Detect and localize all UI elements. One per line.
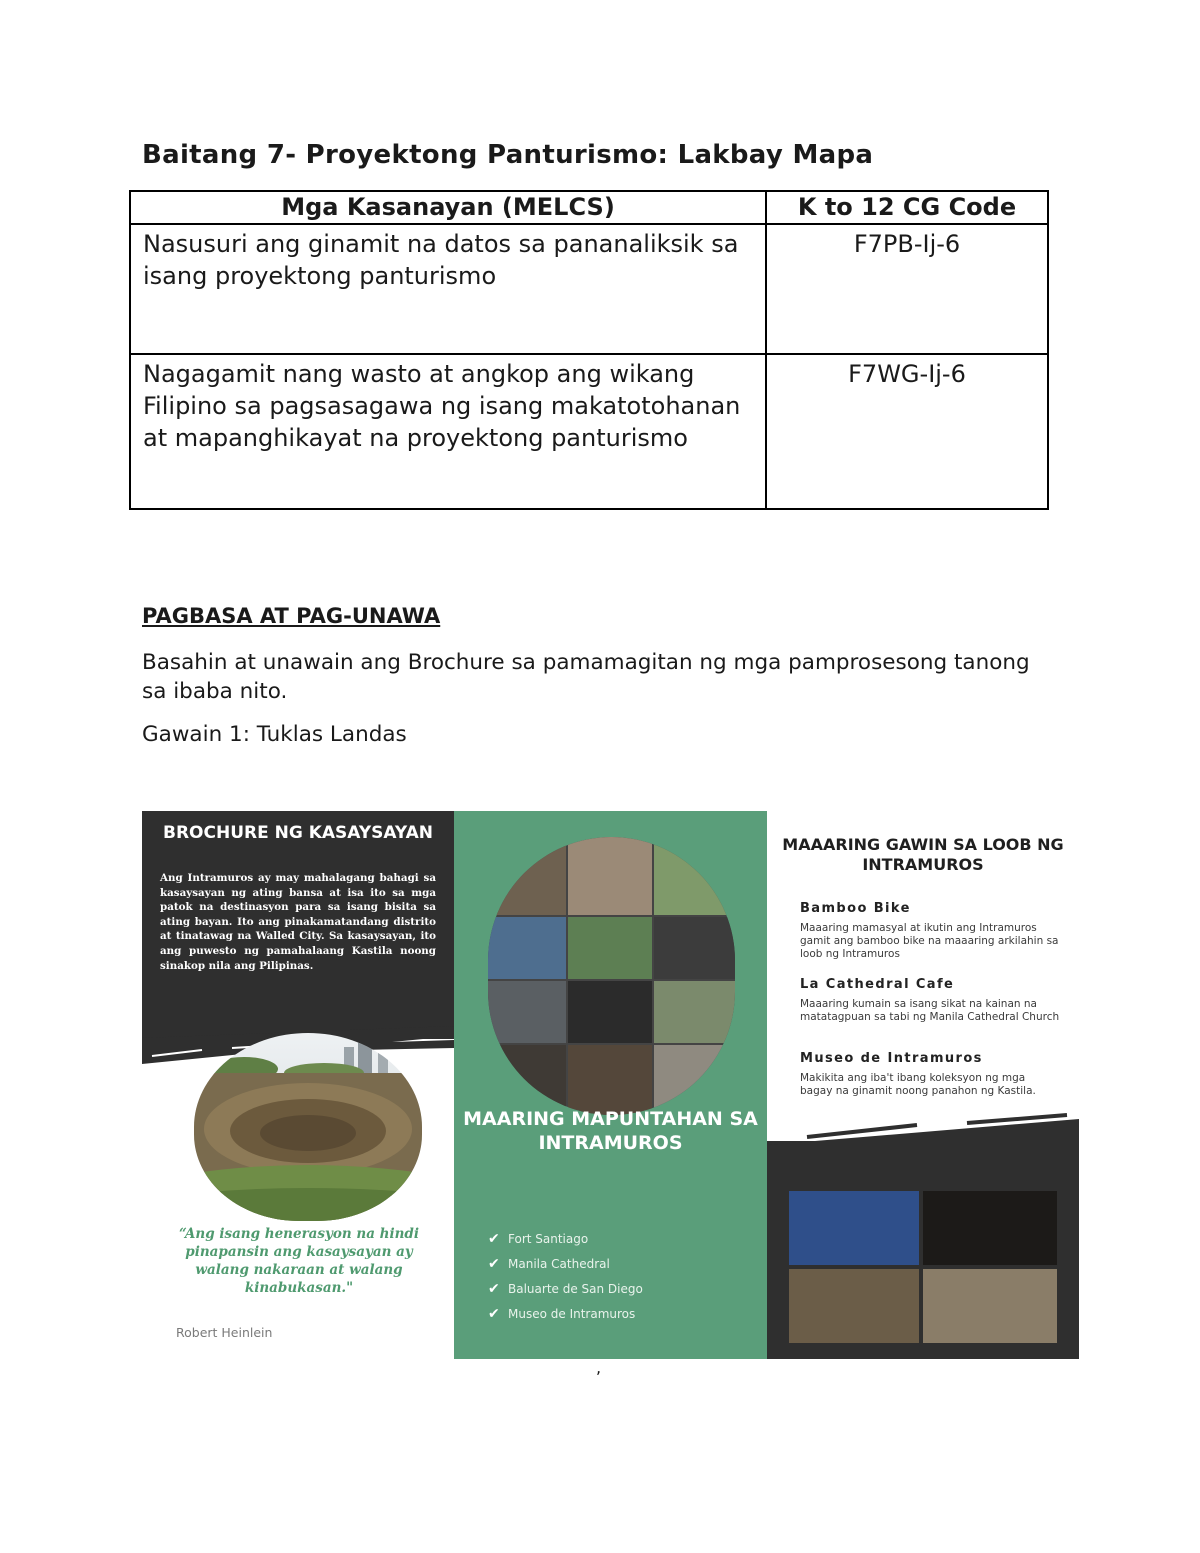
activity-item <box>800 977 1060 1024</box>
brochure-history-body: Ang Intramuros ay may mahalagang bahagi sa kasaysayan ng ating bansa at isa ito sa mga patok na destinasyon para sa isang bisita sa ating bayan. Ito ang pinakamatandang distrito at tinatawag na Walled City. Sa kasaysayan, ito ang puwesto ng pamahalaang Kastila noong sinakop nila ang Pilipinas. <box>160 872 436 972</box>
collage-photo <box>488 917 566 979</box>
instruction-text: Basahin at unawain ang Brochure sa pamamagitan ng mga pamprosesong tanong sa ibaba nito. <box>142 650 1030 704</box>
museum-photo <box>789 1191 919 1265</box>
collage-photo <box>654 837 735 915</box>
bamboo-bike-photo <box>789 1269 919 1343</box>
collage-photo <box>568 837 652 915</box>
check-icon: ✔ <box>488 1306 500 1322</box>
activity-label: Gawain 1: Tuklas Landas <box>142 722 407 747</box>
list-item <box>488 1256 748 1281</box>
brochure-middle-panel <box>454 811 767 1359</box>
activities-heading: MAAARING GAWIN SA LOOB NG INTRAMUROS <box>782 835 1064 874</box>
collage-photo <box>568 981 652 1043</box>
bamboo-bike-photo <box>923 1269 1057 1343</box>
skill-cell: Nagagamit nang wasto at angkop ang wikang Filipino sa pagsasagawa ng isang makatotohanan at mapanghikayat na proyektong panturismo <box>130 354 766 509</box>
activity-title: La Cathedral Cafe <box>800 977 955 992</box>
history-quote: “Ang isang henerasyon na hindi pinapansin ang kasaysayan ay walang nakaraan at walang kinabukasan." <box>179 1226 419 1296</box>
collage-photo <box>488 837 566 915</box>
activity-desc: Makikita ang iba't ibang koleksyon ng mga bagay na ginamit noong panahon ng Kastila. <box>800 1072 1036 1097</box>
table-row <box>130 224 1048 354</box>
brochure-right-panel <box>767 811 1079 1359</box>
table-header-code: K to 12 CG Code <box>766 191 1048 224</box>
brush-stroke-divider <box>767 1111 1079 1156</box>
collage-photo <box>568 917 652 979</box>
place-name: Manila Cathedral <box>508 1257 610 1271</box>
collage-photo <box>654 917 735 979</box>
place-name: Fort Santiago <box>508 1232 589 1246</box>
page-mark: , <box>596 1358 602 1377</box>
document-title: Baitang 7- Proyektong Panturismo: Lakbay Mapa <box>142 140 874 170</box>
check-icon: ✔ <box>488 1281 500 1297</box>
place-name: Baluarte de San Diego <box>508 1282 643 1296</box>
ruins-photo <box>194 1033 422 1221</box>
brochure-history-heading: BROCHURE NG KASAYSAYAN <box>163 823 433 843</box>
places-heading: MAARING MAPUNTAHAN SA INTRAMUROS <box>463 1108 758 1154</box>
list-item <box>488 1281 748 1306</box>
activity-item <box>800 901 1060 961</box>
place-name: Museo de Intramuros <box>508 1307 636 1321</box>
melcs-table <box>129 190 1049 510</box>
places-list <box>488 1231 748 1331</box>
collage-photo <box>568 1045 652 1115</box>
check-icon: ✔ <box>488 1256 500 1272</box>
check-icon: ✔ <box>488 1231 500 1247</box>
section-heading: PAGBASA AT PAG-UNAWA <box>142 604 441 628</box>
activity-desc: Maaaring mamasyal at ikutin ang Intramuros gamit ang bamboo bike na maaaring arkilahin sa loob ng Intramuros <box>800 922 1059 960</box>
list-item <box>488 1231 748 1256</box>
collage-photo <box>654 1045 735 1115</box>
activity-item <box>800 1051 1060 1098</box>
code-cell: F7PB-Ij-6 <box>766 224 1048 354</box>
table-row <box>130 354 1048 509</box>
cafe-photo <box>923 1191 1057 1265</box>
list-item <box>488 1306 748 1331</box>
collage-photo <box>488 1045 566 1115</box>
activity-title: Bamboo Bike <box>800 901 911 916</box>
skill-cell: Nasusuri ang ginamit na datos sa pananaliksik sa isang proyektong panturismo <box>130 224 766 354</box>
quote-author: Robert Heinlein <box>176 1325 273 1340</box>
table-header-skills: Mga Kasanayan (MELCS) <box>130 191 766 224</box>
activity-title: Museo de Intramuros <box>800 1051 983 1066</box>
code-cell: F7WG-Ij-6 <box>766 354 1048 509</box>
photo-collage <box>488 837 735 1115</box>
collage-photo <box>488 981 566 1043</box>
brochure-left-panel <box>142 811 454 1359</box>
collage-photo <box>654 981 735 1043</box>
activity-desc: Maaaring kumain sa isang sikat na kainan na matatagpuan sa tabi ng Manila Cathedral Church <box>800 998 1060 1023</box>
brochure-image <box>142 811 1079 1359</box>
